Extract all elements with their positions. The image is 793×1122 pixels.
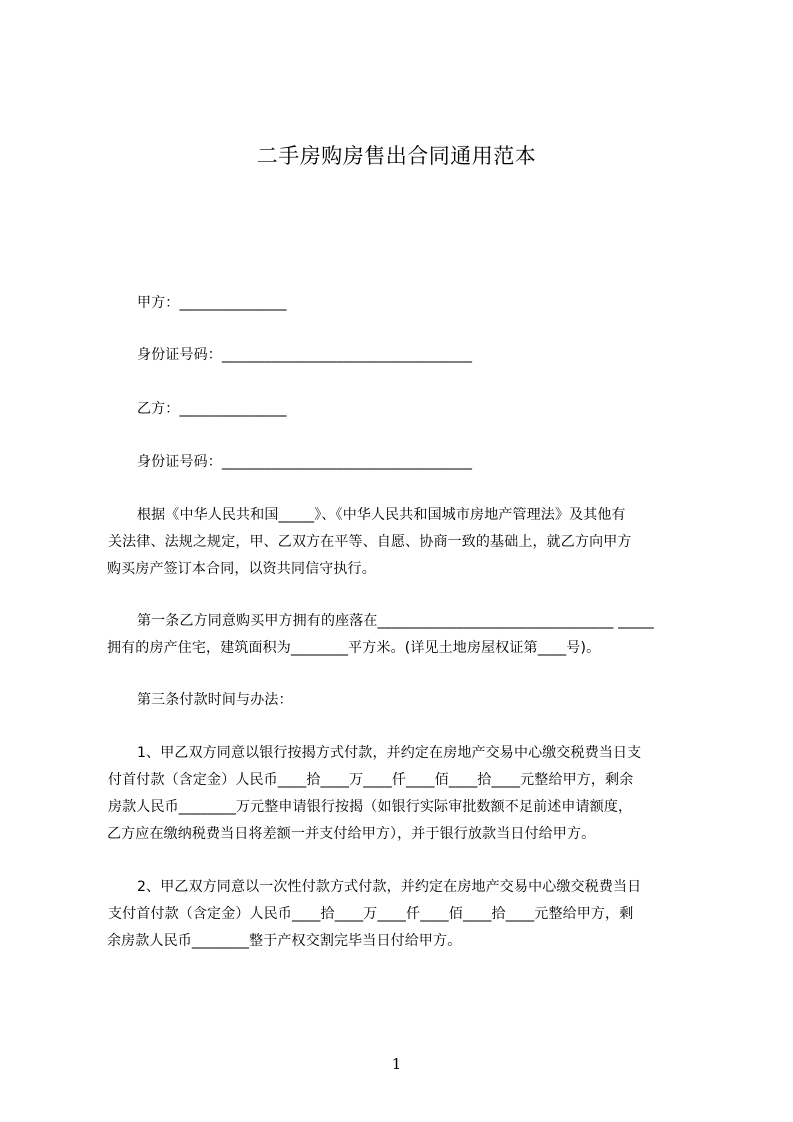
article-1-line-1: 第一条乙方同意购买甲方拥有的座落在_________________________________ _____ bbox=[137, 613, 654, 629]
party-a-line: 甲方：_______________ bbox=[137, 295, 287, 311]
clause-1-line-4: 乙方应在缴纳税费当日将差额一并支付给甲方），并于银行放款当日付给甲方。 bbox=[107, 826, 596, 842]
clause-1-line-3: 房款人民币________万元整申请银行按揭（如银行实际审批数额不足前述申请额度， bbox=[108, 799, 633, 815]
preamble-line-1: 根据《中华人民共和国_____》、《中华人民共和国城市房地产管理法》及其他有 bbox=[137, 507, 626, 523]
clause-2-line-3: 余房款人民币________整于产权交割完毕当日付给甲方。 bbox=[107, 933, 462, 949]
article-3-heading: 第三条付款时间与办法： bbox=[137, 692, 293, 708]
document-title: 二手房购房售出合同通用范本 bbox=[256, 144, 537, 168]
clause-2-line-2: 支付首付款（含定金）人民币____拾____万____仟____佰____拾____元整给甲方，剩 bbox=[108, 906, 634, 922]
preamble-line-3: 购买房产签订本合同，以资共同信守执行。 bbox=[107, 561, 376, 577]
clause-1-line-2: 付首付款（含定金）人民币____拾____万____仟____佰____拾____元整给甲方，剩余 bbox=[108, 772, 634, 788]
clause-2-line-1: 2、甲乙双方同意以一次性付款方式付款，并约定在房地产交易中心缴交税费当日 bbox=[137, 879, 642, 895]
preamble-line-2: 关法律、法规之规定，甲、乙双方在平等、自愿、协商一致的基础上，就乙方向甲方 bbox=[108, 534, 632, 550]
page-number: 1 bbox=[391, 1055, 402, 1073]
party-a-id-line: 身份证号码：___________________________________ bbox=[137, 347, 473, 363]
clause-1-line-1: 1、甲乙双方同意以银行按揭方式付款，并约定在房地产交易中心缴交税费当日支 bbox=[137, 745, 642, 761]
article-1-line-2: 拥有的房产住宅，建筑面积为________平方米。(详见土地房屋权证第____号)。 bbox=[107, 640, 601, 656]
party-b-id-line: 身份证号码：___________________________________ bbox=[137, 454, 473, 470]
party-b-line: 乙方：_______________ bbox=[137, 401, 287, 417]
